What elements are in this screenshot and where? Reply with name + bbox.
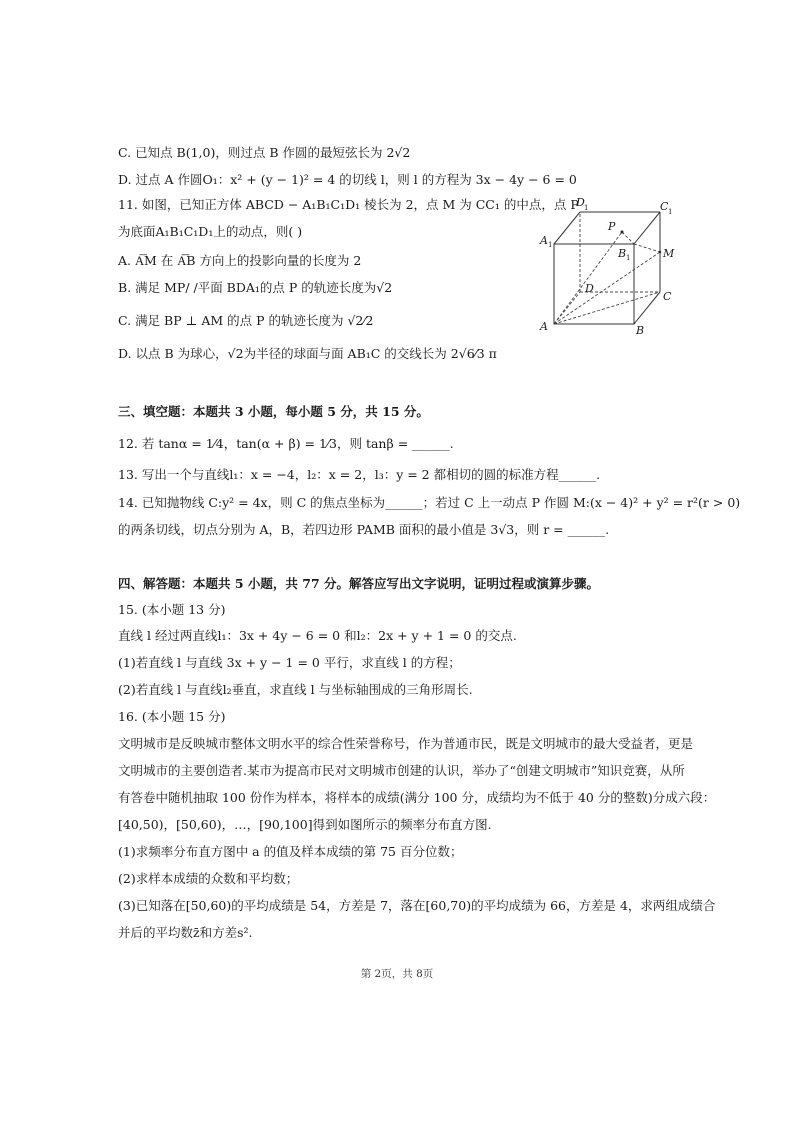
- label-D1-sub: 1: [584, 204, 589, 212]
- q12: 12. 若 tanα = 1⁄4，tan(α + β) = 1⁄3，则 tanβ = ______.: [118, 436, 454, 451]
- q16-paragraph-line3: 有答卷中随机抽取 100 份作为样本，将样本的成绩(满分 100 分，成绩均为不低于 40 分的整数)分成六段：: [118, 790, 716, 805]
- label-A1-sub: 1: [548, 241, 553, 249]
- q16-paragraph-line1: 文明城市是反映城市整体文明水平的综合性荣誉称号，作为普通市民，既是文明城市的最大受益者，更是: [118, 736, 694, 751]
- q14-line2: 的两条切线，切点分别为 A，B，若四边形 PAMB 面积的最小值是 3√3，则 r = ______.: [118, 522, 610, 537]
- label-C1: C: [660, 200, 669, 213]
- page-footer: 第 2页，共 8页: [360, 968, 434, 980]
- section4-heading: 四、解答题：本题共 5 小题，共 77 分。解答应写出文字说明，证明过程或演算步骤。: [118, 576, 600, 591]
- label-D1: D: [576, 196, 585, 209]
- q16-part1: (1)求频率分布直方图中 a 的值及样本成绩的第 75 百分位数；: [118, 844, 463, 859]
- q15-title: 15. (本小题 13 分): [118, 602, 226, 617]
- q11-stem-line2: 为底面A₁B₁C₁D₁上的动点，则( ): [118, 224, 303, 239]
- label-B: B: [636, 324, 645, 336]
- q11-option-c: C. 满足 BP ⊥ AM 的点 P 的轨迹长度为 √2⁄2: [118, 313, 374, 328]
- label-C1-sub: 1: [668, 208, 673, 216]
- q14-line1: 14. 已知抛物线 C:y² = 4x，则 C 的焦点坐标为______；若过 C 上一动点 P 作圆 M:(x − 4)² + y² = r²(r > 0): [118, 495, 741, 510]
- q10-option-c: C. 已知点 B(1,0)，则过点 B 作圆的最短弦长为 2√2: [118, 145, 411, 160]
- q15-part2: (2)若直线 l 与直线l₂垂直，求直线 l 与坐标轴围成的三角形周长.: [118, 682, 473, 697]
- q16-part2: (2)求样本成绩的众数和平均数；: [118, 871, 299, 886]
- label-C: C: [663, 290, 672, 303]
- q16-paragraph-line4: [40,50)，[50,60)，…，[90,100]得到如图所示的频率分布直方图.: [118, 817, 492, 832]
- q15-part1: (1)若直线 l 与直线 3x + y − 1 = 0 平行，求直线 l 的方程；: [118, 655, 461, 670]
- label-A1: A: [540, 234, 548, 247]
- q15-stem: 直线 l 经过两直线l₁：3x + 4y − 6 = 0 和l₂：2x + y + 1 = 0 的交点.: [118, 628, 517, 643]
- label-P: P: [608, 220, 616, 233]
- q16-part3-line2: 并后的平均数z̄和方差s².: [118, 925, 253, 940]
- label-B1: B: [618, 247, 627, 260]
- q16-part3-line1: (3)已知落在[50,60)的平均成绩是 54，方差是 7，落在[60,70)的平均成绩为 66，方差是 4，求两组成绩合: [118, 898, 716, 913]
- q11-option-b: B. 满足 MP/ /平面 BDA₁的点 P 的轨迹长度为√2: [118, 280, 393, 295]
- q16-paragraph-line2: 文明城市的主要创造者.某市为提高市民对文明城市创建的认识，举办了“创建文明城市”知识竞赛，从所: [118, 763, 685, 778]
- q11-stem-line1: 11. 如图，已知正方体 ABCD − A₁B₁C₁D₁ 棱长为 2，点 M 为 CC₁ 的中点，点 P: [118, 197, 579, 212]
- q10-option-d: D. 过点 A 作圆O₁：x² + (y − 1)² = 4 的切线 l，则 l 的方程为 3x − 4y − 6 = 0: [118, 172, 577, 187]
- label-M: M: [663, 247, 675, 260]
- q11-option-d: D. 以点 B 为球心，√2为半径的球面与面 AB₁C 的交线长为 2√6⁄3 π: [118, 346, 497, 361]
- cube-figure: [532, 194, 688, 336]
- section3-heading: 三、填空题：本题共 3 小题，每小题 5 分，共 15 分。: [118, 404, 429, 419]
- q11-option-a: A. A͞M 在 A͞B 方向上的投影向量的长度为 2: [118, 253, 362, 268]
- label-A: A: [540, 320, 548, 333]
- q13: 13. 写出一个与直线l₁：x = −4，l₂：x = 2，l₃：y = 2 都相切的圆的标准方程______.: [118, 467, 601, 482]
- label-B1-sub: 1: [626, 254, 631, 262]
- label-D: D: [585, 282, 594, 295]
- q16-title: 16. (本小题 15 分): [118, 709, 226, 724]
